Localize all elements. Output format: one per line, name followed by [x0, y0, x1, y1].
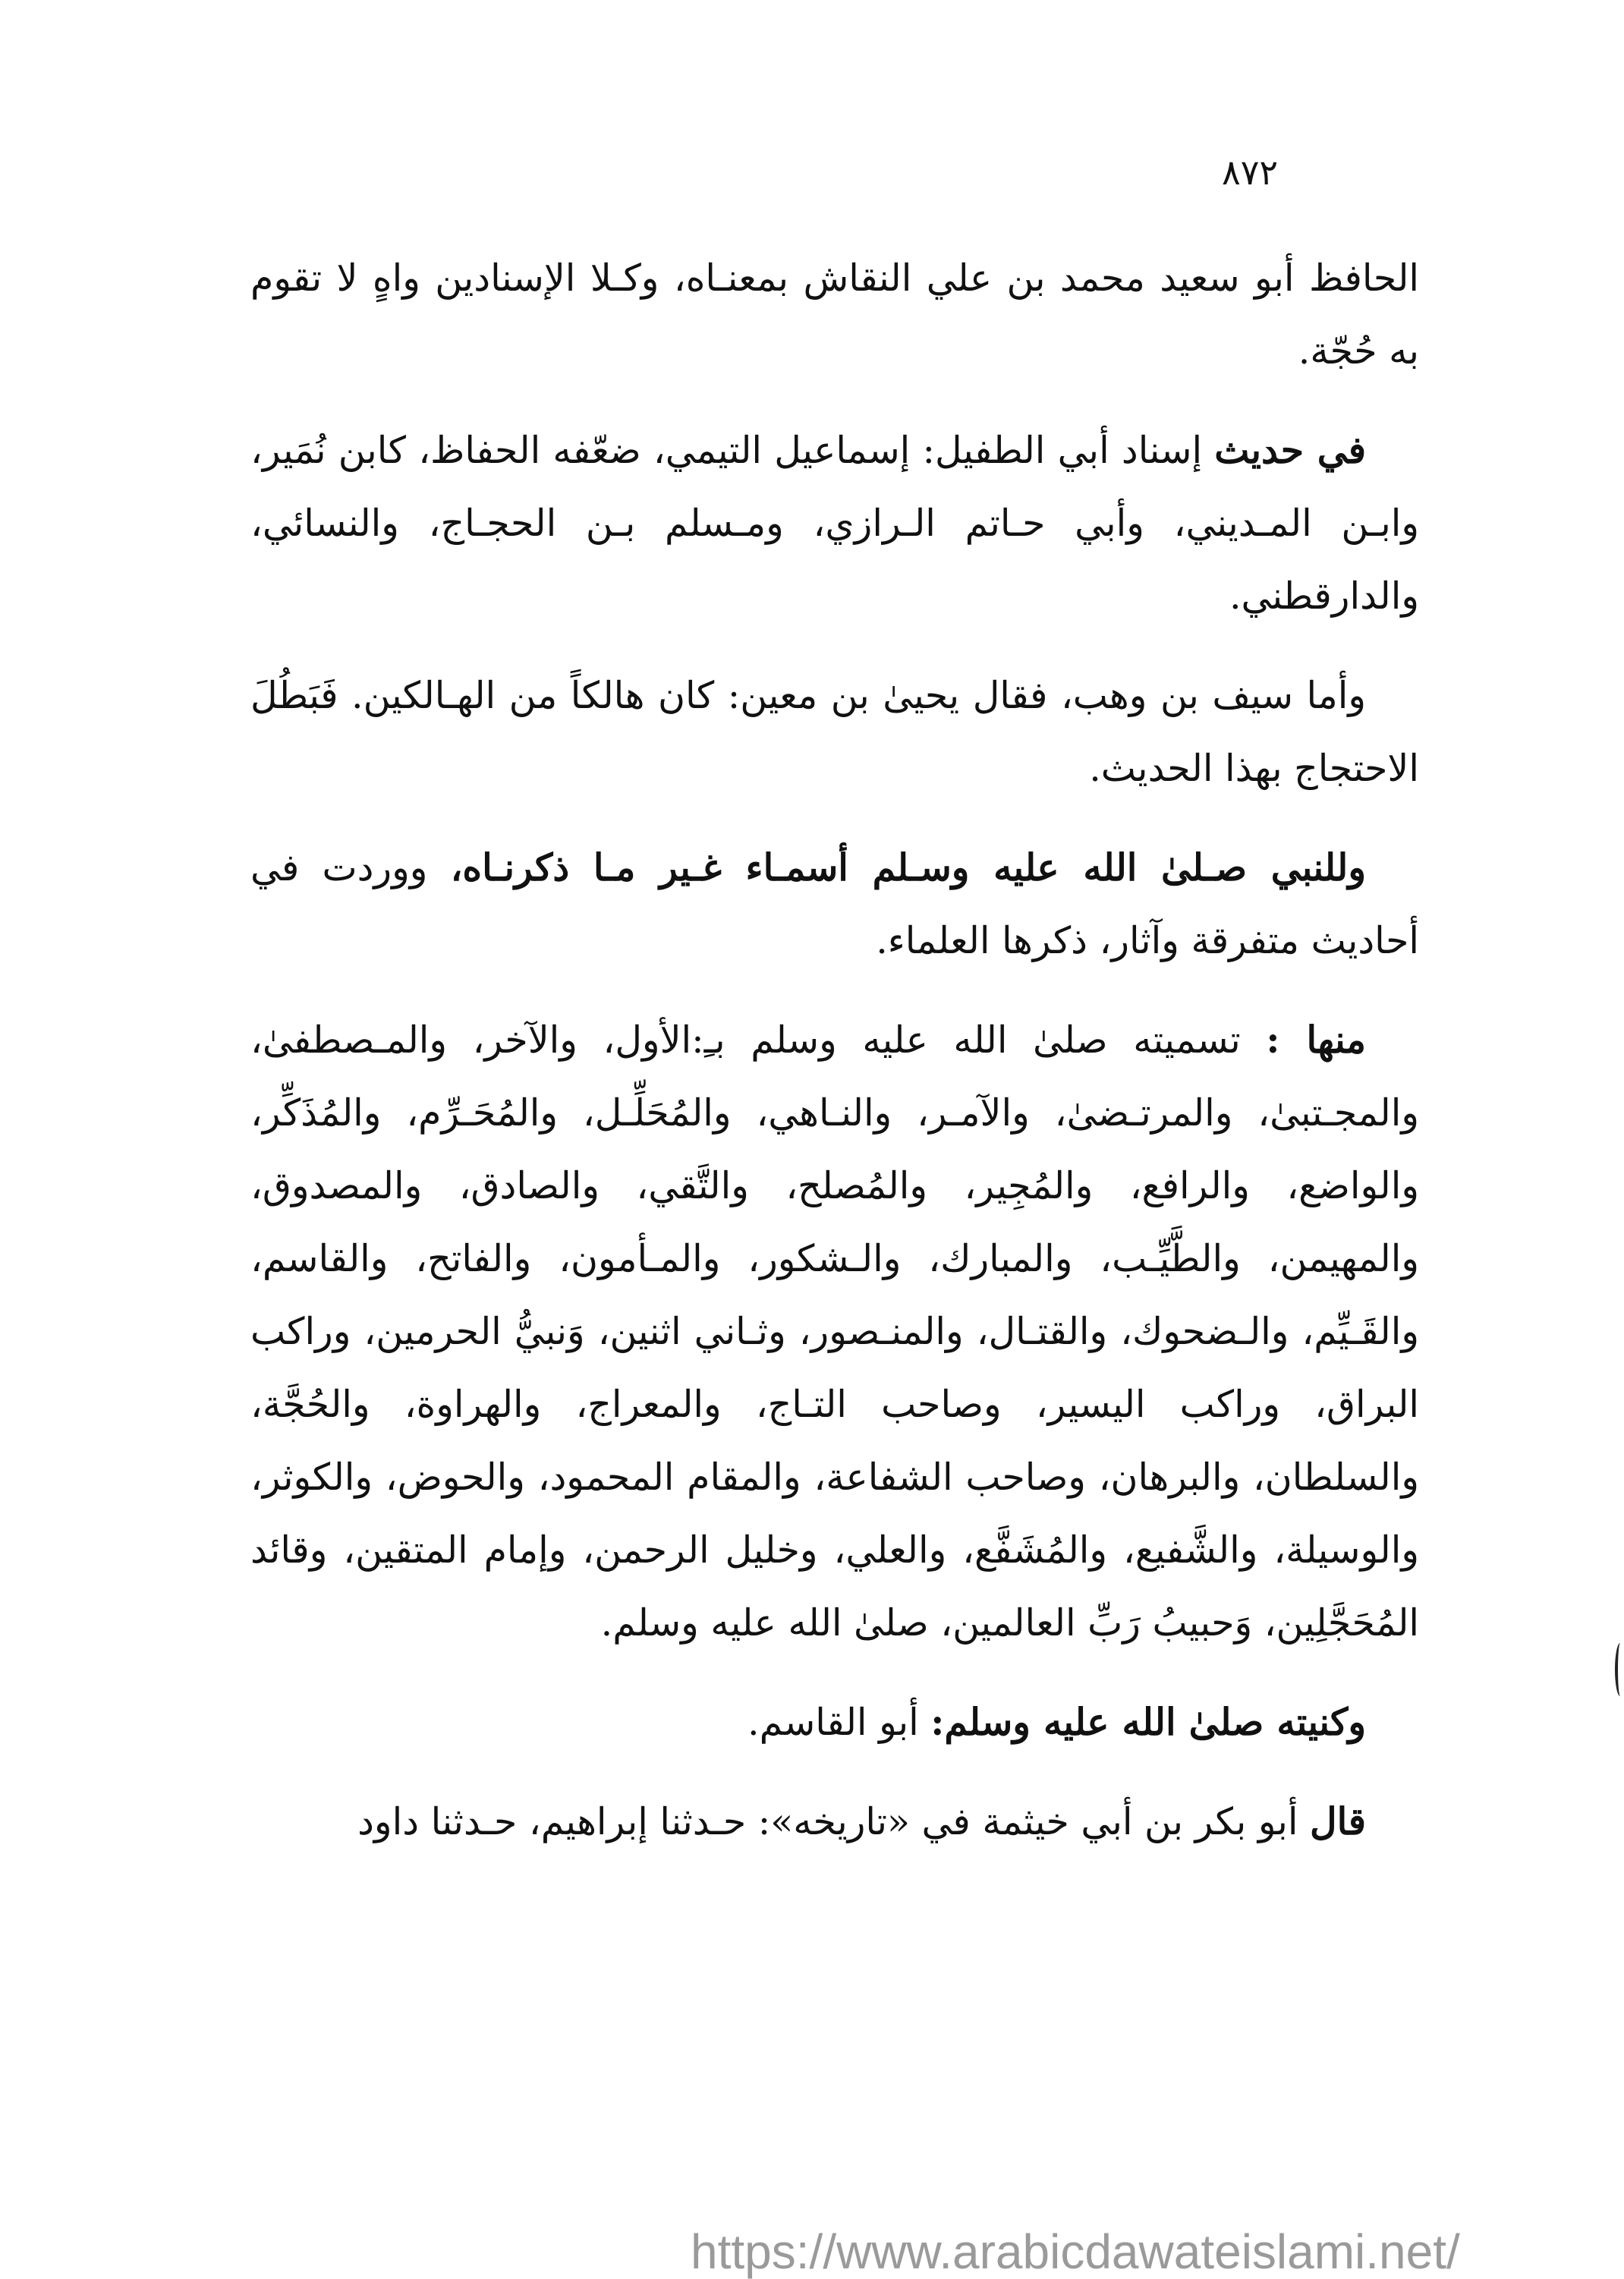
paragraph-5 [250, 1003, 1419, 1660]
paragraph-lead: في حديث [1214, 428, 1366, 472]
paragraph-7 [250, 1785, 1419, 1859]
paragraph-3 [250, 659, 1419, 805]
paragraph-text: أبو بكر بن أبي خيثمة في «تاريخه»: حـدثنا إبراهيم، حـدثنا داود [357, 1800, 1311, 1843]
paragraph-text: إسناد أبي الطفيل: إسماعيل التيمي، ضعّفه الحفاظ، كابن نُمَير، وابـن المـديني، وأبي حـاتم الـرازي، ومـسلم بـن الحجـاج، والنسائي، والدارقطني. [250, 429, 1419, 618]
paragraph-text: أبو القاسم. [747, 1701, 931, 1744]
paragraph-text: الحافظ أبو سعيد محمد بن علي النقاش بمعنـاه، وكـلا الإسنادين واهٍ لا تقوم به حُجّة. [250, 257, 1419, 373]
paragraph-lead: وكنيته صلىٰ الله عليه وسلم: [930, 1700, 1366, 1744]
paragraph-text: تسميته صلىٰ الله عليه وسلم بـِ:الأول، والآخر، والمـصطفىٰ، والمجـتبىٰ، والمرتـضىٰ، والآمـر، والنـاهي، والمُحَلِّـل، والمُحَـرِّم، والمُذَكِّر، والواضع، والرافع، والمُجِير، والمُصلح، والتَّقي، والصادق، والمصدوق، والمهيمن، والطَّيِّـب، والمبارك، والـشكور، والمـأمون، والفاتح، والقاسم، والقَـيِّم، والـضحوك، والقتـال، والمنـصور، وثـاني اثنين، وَنبيُّ الحرمين، وراكب البراق، وراكب اليسير، وصاحب التـاج، والمعراج، والهراوة، والحُجَّة، والسلطان، والبرهان، وصاحب الشفاعة، والمقام المحمود، والحوض، والكوثر، والوسيلة، والشَّفيع، والمُشَفَّع، والعلي، وخليل الرحمن، وإمام المتقين، وقائد المُحَجَّلِين، وَحبيبُ رَبِّ العالمين، صلىٰ الله عليه وسلم. [250, 1018, 1419, 1645]
watermark-url: https://www.arabicdawateislami.net/ [691, 2224, 1460, 2279]
margin-bracket-mark [1615, 1643, 1624, 1696]
page-number: ٨٧٢ [1222, 152, 1279, 193]
paragraph-6 [250, 1686, 1419, 1759]
page-body [250, 241, 1419, 1884]
paragraph-2 [250, 414, 1419, 633]
paragraph-text: ووردت في أحاديث متفرقة وآثار، ذكرها العلماء. [250, 846, 1419, 962]
paragraph-lead: وللنبي صـلىٰ الله عليه وسـلم أسمـاء غـير مـا ذكرنـاه، [450, 845, 1366, 889]
paragraph-text: وأما سيف بن وهب، فقال يحيىٰ بن معين: كان هالكاً من الهـالكين. فَبَطُلَ الاحتجاج بهذا الحديث. [250, 674, 1419, 790]
paragraph-lead: قال [1310, 1799, 1366, 1843]
paragraph-1 [250, 241, 1419, 388]
paragraph-lead: منها : [1266, 1018, 1366, 1062]
paragraph-4 [250, 831, 1419, 977]
